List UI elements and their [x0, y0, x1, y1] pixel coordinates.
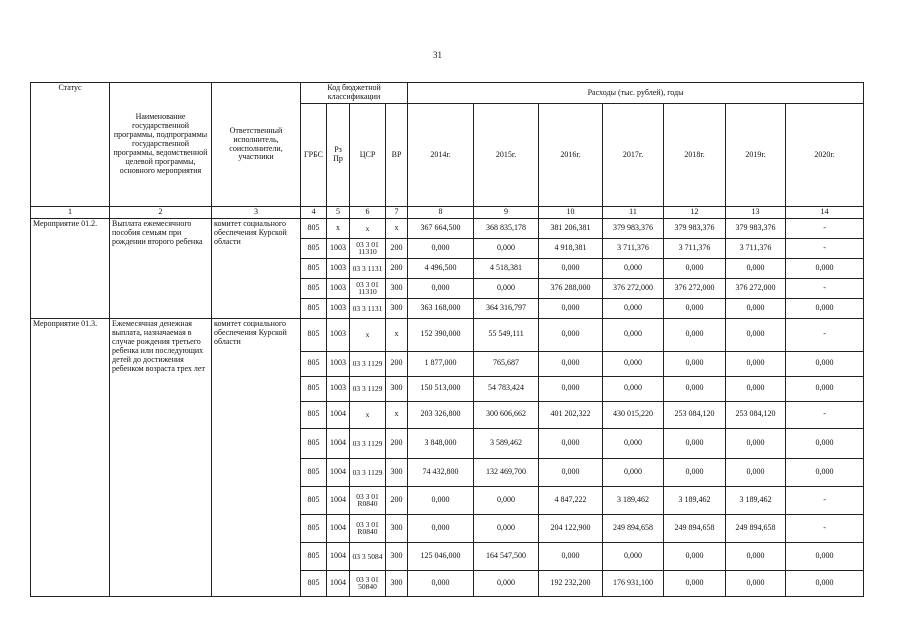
amount-cell: 0,000: [408, 238, 474, 258]
grbs-cell: 805: [301, 351, 327, 376]
amount-cell: -: [786, 278, 864, 298]
amount-cell: 0,000: [474, 486, 539, 514]
amount-cell: 376 272,000: [664, 278, 726, 298]
rzpr-cell: 1004: [327, 401, 350, 428]
amount-cell: 0,000: [539, 458, 603, 486]
amount-cell: 0,000: [539, 351, 603, 376]
vr-cell: 200: [386, 486, 408, 514]
vr-cell: x: [386, 401, 408, 428]
vr-cell: x: [386, 218, 408, 238]
header-program-name: Наименование государственной программы, подпрограммы государственной программы, ведомственной целевой программы, основного мероприятия: [110, 83, 212, 207]
amount-cell: 0,000: [664, 458, 726, 486]
vr-cell: 300: [386, 514, 408, 542]
amount-cell: 0,000: [786, 458, 864, 486]
amount-cell: 0,000: [603, 318, 664, 351]
column-number: 11: [603, 207, 664, 219]
amount-cell: 0,000: [786, 298, 864, 318]
amount-cell: 0,000: [603, 298, 664, 318]
amount-cell: 4 518,381: [474, 258, 539, 278]
amount-cell: 3 189,462: [664, 486, 726, 514]
amount-cell: 0,000: [786, 376, 864, 401]
header-year: 2018г.: [664, 104, 726, 207]
header-year: 2017г.: [603, 104, 664, 207]
amount-cell: 363 168,000: [408, 298, 474, 318]
amount-cell: 368 835,178: [474, 218, 539, 238]
amount-cell: 3 711,376: [603, 238, 664, 258]
amount-cell: 0,000: [474, 278, 539, 298]
amount-cell: 176 931,100: [603, 570, 664, 596]
rzpr-cell: 1003: [327, 278, 350, 298]
csr-cell: x: [350, 318, 386, 351]
amount-cell: 0,000: [603, 458, 664, 486]
amount-cell: 0,000: [603, 376, 664, 401]
amount-cell: 249 894,658: [664, 514, 726, 542]
page-number: 31: [433, 50, 442, 60]
amount-cell: 0,000: [726, 351, 786, 376]
amount-cell: 0,000: [726, 258, 786, 278]
amount-cell: 0,000: [786, 428, 864, 458]
amount-cell: 0,000: [603, 542, 664, 570]
amount-cell: 376 272,000: [726, 278, 786, 298]
amount-cell: 0,000: [726, 318, 786, 351]
grbs-cell: 805: [301, 278, 327, 298]
amount-cell: 253 084,120: [664, 401, 726, 428]
header-year: 2020г.: [786, 104, 864, 207]
amount-cell: 0,000: [786, 570, 864, 596]
amount-cell: 0,000: [664, 298, 726, 318]
amount-cell: 765,687: [474, 351, 539, 376]
amount-cell: 0,000: [726, 542, 786, 570]
header-executor: Ответственный исполнитель, соисполнители, участники: [212, 83, 301, 207]
amount-cell: 0,000: [664, 318, 726, 351]
grbs-cell: 805: [301, 218, 327, 238]
amount-cell: 3 711,376: [726, 238, 786, 258]
csr-cell: 03 3 01 R0840: [350, 514, 386, 542]
amount-cell: 0,000: [539, 318, 603, 351]
column-number: 6: [350, 207, 386, 219]
column-number: 3: [212, 207, 301, 219]
vr-cell: 200: [386, 258, 408, 278]
column-number: 12: [664, 207, 726, 219]
amount-cell: 0,000: [539, 298, 603, 318]
amount-cell: 0,000: [726, 570, 786, 596]
csr-cell: 03 3 1129: [350, 428, 386, 458]
amount-cell: 152 390,000: [408, 318, 474, 351]
amount-cell: 4 496,500: [408, 258, 474, 278]
amount-cell: 379 983,376: [664, 218, 726, 238]
table-body: [31, 218, 864, 596]
vr-cell: 300: [386, 542, 408, 570]
vr-cell: 200: [386, 428, 408, 458]
amount-cell: 430 015,220: [603, 401, 664, 428]
executor-cell: комитет социального обеспечения Курской области: [212, 318, 301, 596]
amount-cell: 55 549,111: [474, 318, 539, 351]
amount-cell: 0,000: [539, 542, 603, 570]
grbs-cell: 805: [301, 428, 327, 458]
rzpr-cell: 1004: [327, 542, 350, 570]
header-vr: ВР: [386, 104, 408, 207]
amount-cell: 0,000: [664, 258, 726, 278]
amount-cell: 0,000: [726, 298, 786, 318]
amount-cell: 249 894,658: [603, 514, 664, 542]
column-number: 8: [408, 207, 474, 219]
amount-cell: 0,000: [786, 351, 864, 376]
csr-cell: 03 3 1129: [350, 376, 386, 401]
amount-cell: -: [786, 318, 864, 351]
amount-cell: 54 783,424: [474, 376, 539, 401]
rzpr-cell: 1004: [327, 570, 350, 596]
column-number: 7: [386, 207, 408, 219]
csr-cell: 03 3 01 11310: [350, 238, 386, 258]
grbs-cell: 805: [301, 458, 327, 486]
table-row: [31, 318, 864, 351]
rzpr-cell: 1004: [327, 514, 350, 542]
amount-cell: 0,000: [474, 238, 539, 258]
grbs-cell: 805: [301, 318, 327, 351]
amount-cell: 367 664,500: [408, 218, 474, 238]
header-year: 2014г.: [408, 104, 474, 207]
amount-cell: -: [786, 238, 864, 258]
amount-cell: 376 288,000: [539, 278, 603, 298]
column-number: 5: [327, 207, 350, 219]
table-row: [31, 218, 864, 238]
header-year: 2016г.: [539, 104, 603, 207]
amount-cell: 3 189,462: [603, 486, 664, 514]
rzpr-cell: 1004: [327, 458, 350, 486]
amount-cell: 3 711,376: [664, 238, 726, 258]
amount-cell: 0,000: [664, 570, 726, 596]
amount-cell: 300 606,662: [474, 401, 539, 428]
amount-cell: 376 272,000: [603, 278, 664, 298]
amount-cell: 125 046,000: [408, 542, 474, 570]
amount-cell: 0,000: [726, 428, 786, 458]
program-name-cell: Ежемесячная денежная выплата, назначаемая в случае рождения третьего ребенка или последующих детей до достижения ребенком возраста трех лет: [110, 318, 212, 596]
rzpr-cell: 1003: [327, 376, 350, 401]
vr-cell: 300: [386, 376, 408, 401]
column-number: 4: [301, 207, 327, 219]
rzpr-cell: x: [327, 218, 350, 238]
amount-cell: 379 983,376: [603, 218, 664, 238]
amount-cell: 4 918,381: [539, 238, 603, 258]
header-expenses: Расходы (тыс. рублей), годы: [408, 83, 864, 104]
rzpr-cell: 1004: [327, 428, 350, 458]
csr-cell: 03 3 1131: [350, 298, 386, 318]
amount-cell: 0,000: [664, 376, 726, 401]
amount-cell: 0,000: [786, 258, 864, 278]
csr-cell: 03 3 01 R0840: [350, 486, 386, 514]
program-name-cell: Выплата ежемесячного пособия семьям при рождении второго ребенка: [110, 218, 212, 318]
header-csr: ЦСР: [350, 104, 386, 207]
rzpr-cell: 1003: [327, 258, 350, 278]
vr-cell: 300: [386, 278, 408, 298]
amount-cell: 0,000: [474, 570, 539, 596]
rzpr-cell: 1003: [327, 238, 350, 258]
rzpr-cell: 1003: [327, 351, 350, 376]
grbs-cell: 805: [301, 542, 327, 570]
grbs-cell: 805: [301, 376, 327, 401]
amount-cell: 150 513,000: [408, 376, 474, 401]
amount-cell: 0,000: [539, 376, 603, 401]
amount-cell: 0,000: [664, 542, 726, 570]
amount-cell: 0,000: [408, 570, 474, 596]
amount-cell: 0,000: [474, 514, 539, 542]
amount-cell: 0,000: [664, 428, 726, 458]
amount-cell: 0,000: [726, 376, 786, 401]
amount-cell: 3 848,000: [408, 428, 474, 458]
vr-cell: 200: [386, 351, 408, 376]
amount-cell: 0,000: [408, 278, 474, 298]
amount-cell: 0,000: [603, 428, 664, 458]
csr-cell: x: [350, 218, 386, 238]
column-number: 2: [110, 207, 212, 219]
amount-cell: 192 232,200: [539, 570, 603, 596]
amount-cell: 0,000: [726, 458, 786, 486]
amount-cell: -: [786, 218, 864, 238]
amount-cell: 0,000: [539, 258, 603, 278]
rzpr-cell: 1004: [327, 486, 350, 514]
csr-cell: 03 3 1131: [350, 258, 386, 278]
header-year: 2015г.: [474, 104, 539, 207]
amount-cell: 0,000: [408, 486, 474, 514]
amount-cell: 253 084,120: [726, 401, 786, 428]
amount-cell: 0,000: [664, 351, 726, 376]
amount-cell: 4 847,222: [539, 486, 603, 514]
header-year: 2019г.: [726, 104, 786, 207]
header-status: Статус: [31, 83, 110, 207]
amount-cell: 364 316,797: [474, 298, 539, 318]
amount-cell: -: [786, 401, 864, 428]
grbs-cell: 805: [301, 298, 327, 318]
budget-expenses-table: [30, 82, 864, 597]
header-grbs: ГРБС: [301, 104, 327, 207]
column-number: 9: [474, 207, 539, 219]
vr-cell: 300: [386, 458, 408, 486]
amount-cell: 379 983,376: [726, 218, 786, 238]
grbs-cell: 805: [301, 570, 327, 596]
column-number: 1: [31, 207, 110, 219]
amount-cell: 0,000: [786, 542, 864, 570]
amount-cell: 0,000: [539, 428, 603, 458]
amount-cell: 0,000: [408, 514, 474, 542]
grbs-cell: 805: [301, 401, 327, 428]
header-rzpr: Рз Пр: [327, 104, 350, 207]
grbs-cell: 805: [301, 238, 327, 258]
vr-cell: 200: [386, 238, 408, 258]
amount-cell: 132 469,700: [474, 458, 539, 486]
column-number: 10: [539, 207, 603, 219]
status-cell: Мероприятие 01.2.: [31, 218, 110, 318]
csr-cell: 03 3 1129: [350, 351, 386, 376]
amount-cell: 0,000: [603, 351, 664, 376]
vr-cell: 300: [386, 570, 408, 596]
amount-cell: 249 894,658: [726, 514, 786, 542]
vr-cell: x: [386, 318, 408, 351]
amount-cell: 381 206,381: [539, 218, 603, 238]
rzpr-cell: 1003: [327, 318, 350, 351]
amount-cell: 401 202,322: [539, 401, 603, 428]
grbs-cell: 805: [301, 486, 327, 514]
csr-cell: 03 3 01 50840: [350, 570, 386, 596]
csr-cell: 03 3 5084: [350, 542, 386, 570]
rzpr-cell: 1003: [327, 298, 350, 318]
amount-cell: -: [786, 486, 864, 514]
amount-cell: -: [786, 514, 864, 542]
amount-cell: 0,000: [603, 258, 664, 278]
amount-cell: 1 877,000: [408, 351, 474, 376]
csr-cell: x: [350, 401, 386, 428]
csr-cell: 03 3 1129: [350, 458, 386, 486]
column-number: 14: [786, 207, 864, 219]
amount-cell: 203 326,800: [408, 401, 474, 428]
column-number: 13: [726, 207, 786, 219]
amount-cell: 204 122,900: [539, 514, 603, 542]
amount-cell: 3 189,462: [726, 486, 786, 514]
amount-cell: 74 432,800: [408, 458, 474, 486]
csr-cell: 03 3 01 11310: [350, 278, 386, 298]
header-budget-code: Код бюджетной классификации: [301, 83, 408, 104]
executor-cell: комитет социального обеспечения Курской области: [212, 218, 301, 318]
grbs-cell: 805: [301, 514, 327, 542]
amount-cell: 164 547,500: [474, 542, 539, 570]
vr-cell: 300: [386, 298, 408, 318]
grbs-cell: 805: [301, 258, 327, 278]
status-cell: Мероприятие 01.3.: [31, 318, 110, 596]
amount-cell: 3 589,462: [474, 428, 539, 458]
column-numbers-row: [31, 207, 864, 219]
